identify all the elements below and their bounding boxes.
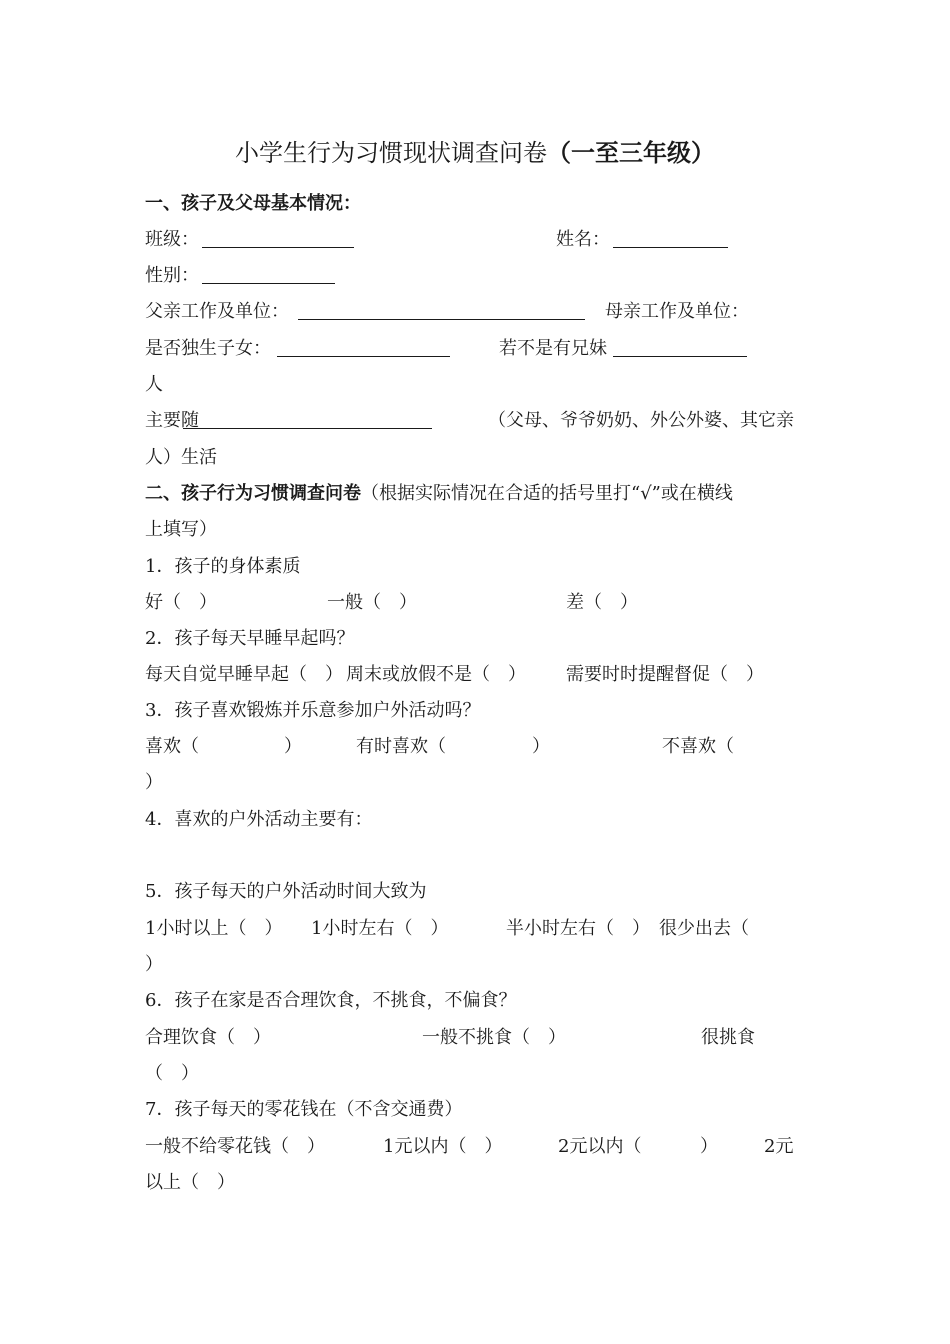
q5-option-rarely-open[interactable]: 很少出去（ bbox=[659, 918, 749, 939]
father-label: 父亲工作及单位： bbox=[145, 301, 289, 322]
q2-option-weekend[interactable]: 周末或放假不是（ ） bbox=[346, 664, 526, 685]
father-field[interactable] bbox=[298, 319, 585, 320]
q6-option-picky-paren[interactable]: （ ） bbox=[145, 1063, 199, 1084]
section2-header bbox=[145, 482, 733, 506]
gender-field[interactable] bbox=[202, 283, 335, 284]
section2-instruction: （根据实际情况在合适的括号里打“√”或在横线 bbox=[361, 483, 733, 504]
q3-option-sometimes-close[interactable]: ） bbox=[532, 736, 550, 757]
q6-text: 6．孩子在家是否合理饮食，不挑食，不偏食？ bbox=[145, 990, 517, 1011]
q7-option-under-2-close[interactable]: ） bbox=[700, 1136, 718, 1157]
q3-text: 3．孩子喜欢锻炼并乐意参加户外活动吗？ bbox=[145, 700, 481, 721]
q7-option-none[interactable]: 一般不给零花钱（ ） bbox=[145, 1136, 325, 1157]
q2-option-remind[interactable]: 需要时时提醒督促（ ） bbox=[566, 664, 764, 685]
name-field[interactable] bbox=[613, 247, 728, 248]
q1-option-average[interactable]: 一般（ ） bbox=[327, 592, 417, 613]
q5-option-rarely-close[interactable]: ） bbox=[145, 954, 163, 975]
q5-option-over-1h[interactable]: 1小时以上（ ） bbox=[145, 918, 283, 939]
title-main: 小学生行为习惯现状调查问卷 bbox=[235, 139, 547, 167]
live-with-options: （父母、爷爷奶奶、外公外婆、其它亲 bbox=[488, 410, 794, 431]
title-grade-range: （一至三年级） bbox=[547, 138, 715, 167]
only-child-field[interactable] bbox=[277, 356, 450, 357]
section2-instruction-cont: 上填写） bbox=[145, 519, 217, 540]
q1-option-poor[interactable]: 差（ ） bbox=[566, 592, 638, 613]
q3-option-like-close[interactable]: ） bbox=[284, 736, 302, 757]
only-child-label: 是否独生子女： bbox=[145, 338, 271, 359]
q2-text: 2．孩子每天早睡早起吗？ bbox=[145, 628, 355, 649]
mother-label: 母亲工作及单位： bbox=[605, 301, 749, 322]
q6-option-picky[interactable]: 很挑食 bbox=[701, 1027, 755, 1048]
class-field[interactable] bbox=[202, 247, 354, 248]
section2-heading: 二、孩子行为习惯调查问卷 bbox=[145, 483, 361, 504]
document-title bbox=[0, 138, 950, 168]
q7-option-over-2[interactable]: 2元 bbox=[764, 1136, 794, 1157]
gender-label: 性别： bbox=[145, 265, 199, 286]
q6-option-not-picky[interactable]: 一般不挑食（ ） bbox=[422, 1027, 566, 1048]
q3-option-like-open[interactable]: 喜欢（ bbox=[145, 736, 199, 757]
q7-option-under-1[interactable]: 1元以内（ ） bbox=[383, 1136, 503, 1157]
q2-option-self[interactable]: 每天自觉早睡早起（ ） bbox=[145, 664, 343, 685]
q3-option-dislike-close[interactable]: ） bbox=[145, 772, 163, 793]
q7-text: 7．孩子每天的零花钱在（不含交通费） bbox=[145, 1099, 463, 1120]
q1-option-good[interactable]: 好（ ） bbox=[145, 592, 217, 613]
q3-option-sometimes-open[interactable]: 有时喜欢（ bbox=[356, 736, 446, 757]
live-with-field[interactable] bbox=[183, 428, 432, 429]
section1-heading: 一、孩子及父母基本情况： bbox=[145, 193, 361, 214]
q1-text: 1．孩子的身体素质 bbox=[145, 556, 301, 577]
siblings-field[interactable] bbox=[613, 356, 747, 357]
q5-option-half-hour[interactable]: 半小时左右（ ） bbox=[506, 918, 650, 939]
q5-text: 5．孩子每天的户外活动时间大致为 bbox=[145, 881, 427, 902]
name-label: 姓名： bbox=[556, 229, 610, 250]
live-with-suffix: 人）生活 bbox=[145, 447, 217, 468]
q7-option-over-2-cont[interactable]: 以上（ ） bbox=[145, 1172, 235, 1193]
q3-option-dislike-open[interactable]: 不喜欢（ bbox=[662, 736, 734, 757]
live-with-label: 主要随 bbox=[145, 410, 199, 431]
class-label: 班级： bbox=[145, 229, 199, 250]
q5-option-about-1h[interactable]: 1小时左右（ ） bbox=[311, 918, 449, 939]
q7-option-under-2-open[interactable]: 2元以内（ bbox=[558, 1136, 642, 1157]
siblings-unit: 人 bbox=[145, 374, 163, 395]
q4-text: 4．喜欢的户外活动主要有： bbox=[145, 809, 373, 830]
siblings-label: 若不是有兄妹 bbox=[499, 338, 607, 359]
q6-option-reasonable[interactable]: 合理饮食（ ） bbox=[145, 1027, 271, 1048]
